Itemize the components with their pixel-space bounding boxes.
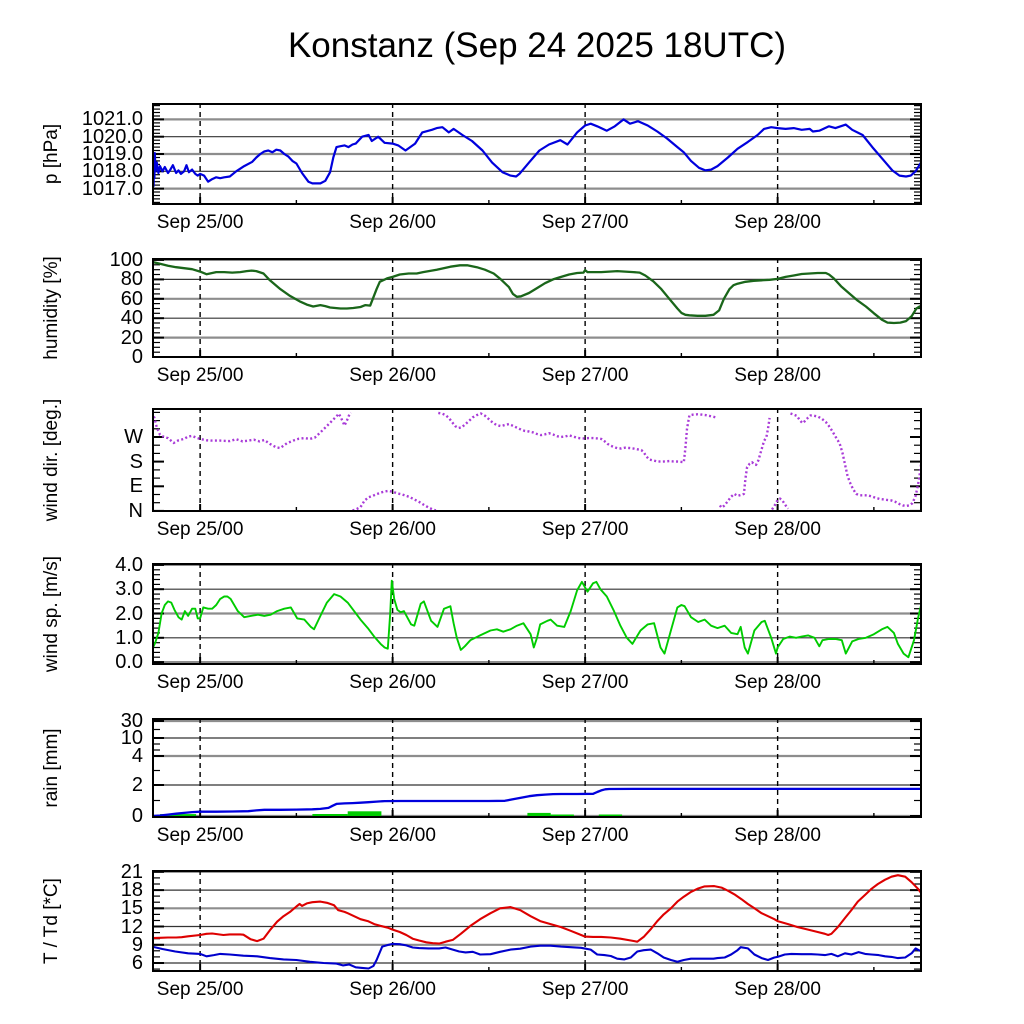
y-tick-label: 20 [120, 326, 143, 349]
x-tick-label: Sep 27/00 [541, 672, 629, 693]
series-cumulative-rain [152, 789, 922, 816]
y-tick-label: 1018.0 [81, 160, 143, 183]
x-tick-label: Sep 27/00 [541, 365, 629, 386]
x-tick-label: Sep 25/00 [156, 979, 244, 1000]
rain-bar [312, 814, 347, 816]
y-tick-label: 2.0 [115, 602, 143, 625]
panel-pressure-plot [152, 103, 922, 205]
panel-wind-speed-plot [152, 563, 922, 665]
y-axis-title: wind dir. [deg.] [41, 398, 62, 522]
x-tick-label: Sep 27/00 [541, 519, 629, 540]
x-tick-label: Sep 25/00 [156, 519, 244, 540]
y-axis-title: rain [mm] [41, 728, 62, 808]
x-tick-label: Sep 26/00 [349, 979, 436, 1000]
x-tick-label: Sep 28/00 [734, 212, 821, 233]
y-tick-label: 0 [131, 346, 143, 369]
x-tick-label: Sep 28/00 [734, 519, 821, 540]
y-tick-label: 21 [120, 860, 143, 883]
y-tick-label: 1020.0 [81, 125, 143, 148]
x-tick-label: Sep 28/00 [734, 672, 821, 693]
y-tick-label: 2 [131, 774, 143, 796]
y-tick-label: 6 [131, 952, 143, 974]
x-tick-label: Sep 27/00 [541, 979, 629, 1000]
panel-temperature-plot [152, 870, 922, 972]
y-tick-label: S [129, 450, 143, 473]
y-tick-label: 18 [120, 879, 143, 902]
y-tick-label: 1019.0 [81, 143, 143, 165]
x-tick-label: Sep 27/00 [541, 212, 629, 233]
y-tick-label: 0 [131, 805, 143, 827]
x-tick-label: Sep 26/00 [349, 825, 436, 846]
y-tick-label: 4 [131, 745, 143, 767]
y-tick-label: 10 [120, 727, 143, 749]
x-tick-label: Sep 28/00 [734, 979, 821, 1000]
y-axis-title: T / Td [*C] [41, 878, 62, 964]
y-tick-label: 3.0 [115, 578, 143, 601]
series-wind-speed [152, 581, 922, 658]
y-axis-title: wind sp. [m/s] [41, 555, 62, 673]
y-tick-label: 4.0 [115, 553, 143, 576]
y-tick-label: 1017.0 [81, 177, 143, 200]
panel-wind-direction-plot [152, 408, 922, 512]
series-pressure [152, 119, 922, 186]
rain-bar [551, 815, 574, 817]
x-tick-label: Sep 25/00 [156, 672, 244, 693]
x-tick-label: Sep 28/00 [734, 365, 821, 386]
x-tick-label: Sep 25/00 [156, 365, 244, 386]
y-tick-label: 80 [120, 268, 143, 291]
x-tick-label: Sep 26/00 [349, 212, 436, 233]
panel-humidity-plot [152, 258, 922, 358]
y-tick-label: 15 [120, 897, 143, 920]
series-humidity [152, 262, 922, 323]
y-tick-label: W [124, 426, 143, 448]
y-tick-label: 60 [120, 287, 143, 310]
y-axis-title: humidity [%] [41, 256, 62, 360]
x-tick-label: Sep 26/00 [349, 672, 436, 693]
y-tick-label: 30 [120, 710, 143, 732]
y-tick-label: 9 [131, 933, 143, 956]
y-tick-label: 0.0 [115, 651, 143, 674]
panel-rain-plot [152, 718, 922, 818]
x-tick-label: Sep 26/00 [349, 365, 436, 386]
x-tick-label: Sep 25/00 [156, 212, 244, 233]
y-tick-label: 12 [120, 915, 143, 938]
rain-bar [527, 813, 550, 816]
y-tick-label: 1.0 [115, 626, 143, 649]
y-tick-label: 100 [109, 248, 143, 271]
y-tick-label: E [129, 475, 143, 498]
y-axis-title: p [hPa] [41, 123, 62, 185]
rain-bar [599, 815, 622, 817]
y-tick-label: 1021.0 [81, 108, 143, 131]
series-dewpoint [152, 944, 922, 969]
y-tick-label: N [128, 499, 143, 522]
x-tick-label: Sep 28/00 [734, 825, 821, 846]
x-tick-label: Sep 26/00 [349, 519, 436, 540]
x-tick-label: Sep 27/00 [541, 825, 629, 846]
series-temperature [152, 875, 922, 943]
rain-bar [348, 811, 382, 816]
y-tick-label: 40 [120, 307, 143, 330]
series-wind-direction [152, 412, 922, 510]
chart-title: Konstanz (Sep 24 2025 18UTC) [287, 26, 787, 65]
x-tick-label: Sep 25/00 [156, 825, 244, 846]
